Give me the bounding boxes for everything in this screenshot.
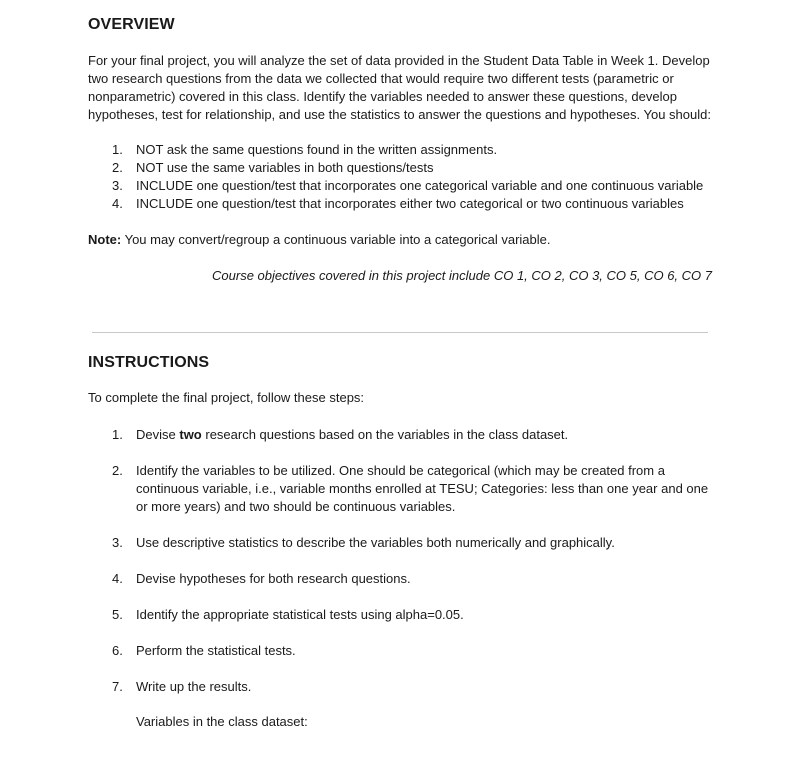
list-item-number: 2. (112, 160, 123, 175)
list-item (88, 678, 708, 696)
course-objectives: Course objectives covered in this project include CO 1, CO 2, CO 3, CO 5, CO 6, CO 7 (212, 268, 712, 283)
list-item-number: 2. (112, 463, 123, 478)
overview-intro-line: hypotheses, test for relationship, and use the statistics to answer the questions and hypotheses. You should: (88, 107, 711, 122)
overview-intro (88, 52, 718, 124)
list-item-number: 4. (112, 196, 123, 211)
overview-intro-line: two research questions from the data we collected that would require two different tests (parametric or (88, 71, 674, 86)
list-item (88, 534, 708, 552)
section-divider (92, 332, 708, 333)
list-item (88, 195, 703, 213)
list-item-number: 1. (112, 142, 123, 157)
list-item-text: INCLUDE one question/test that incorporates one categorical variable and one continuous variable (136, 178, 704, 193)
list-item-text: Use descriptive statistics to describe the variables both numerically and graphically. (136, 535, 615, 550)
list-item-number: 3. (112, 178, 123, 193)
step-text-pre: Devise (136, 427, 180, 442)
list-item-text (136, 462, 708, 516)
list-item (88, 606, 708, 624)
note-text: You may convert/regroup a continuous variable into a categorical variable. (121, 232, 551, 247)
list-item-text: Write up the results. (136, 679, 252, 694)
list-item (88, 141, 703, 159)
step-text-line: continuous variable, i.e., variable months enrolled at TESU; Categories: less than one year and one (136, 481, 709, 496)
list-item (88, 462, 708, 516)
step-text-post: research questions based on the variables in the class dataset. (201, 427, 569, 442)
list-item-text: Devise hypotheses for both research questions. (136, 571, 411, 586)
overview-heading: OVERVIEW (88, 16, 175, 33)
list-item-number: 4. (112, 571, 123, 586)
variables-label: Variables in the class dataset: (136, 714, 308, 729)
step-text-line: or more years) and two should be continuous variables. (136, 499, 456, 514)
list-item (88, 642, 708, 660)
instructions-heading: INSTRUCTIONS (88, 354, 210, 371)
list-item-text: Identify the appropriate statistical tests using alpha=0.05. (136, 607, 464, 622)
list-item-text: NOT ask the same questions found in the written assignments. (136, 142, 498, 157)
list-item-text (136, 427, 568, 442)
list-item-number: 1. (112, 427, 123, 442)
step-text-bold: two (179, 427, 202, 442)
overview-intro-line: nonparametric) covered in this class. Identify the variables needed to answer these questions, develop (88, 89, 677, 104)
list-item (88, 159, 703, 177)
instructions-steps-list (88, 426, 708, 714)
list-item-number: 5. (112, 607, 123, 622)
list-item (88, 177, 703, 195)
overview-rules-list (88, 141, 703, 213)
instructions-intro: To complete the final project, follow these steps: (88, 390, 365, 405)
list-item-text: Perform the statistical tests. (136, 643, 296, 658)
list-item (88, 570, 708, 588)
list-item (88, 426, 708, 444)
note (88, 232, 550, 247)
list-item-text: INCLUDE one question/test that incorporates either two categorical or two continuous variables (136, 196, 684, 211)
note-label: Note: (88, 232, 122, 247)
step-text-line: Identify the variables to be utilized. One should be categorical (which may be created from a (136, 463, 665, 478)
list-item-number: 3. (112, 535, 123, 550)
list-item-text: NOT use the same variables in both questions/tests (136, 160, 434, 175)
list-item-number: 6. (112, 643, 123, 658)
list-item-number: 7. (112, 679, 123, 694)
overview-intro-line: For your final project, you will analyze the set of data provided in the Student Data Table in Week 1. Develop (88, 53, 710, 68)
